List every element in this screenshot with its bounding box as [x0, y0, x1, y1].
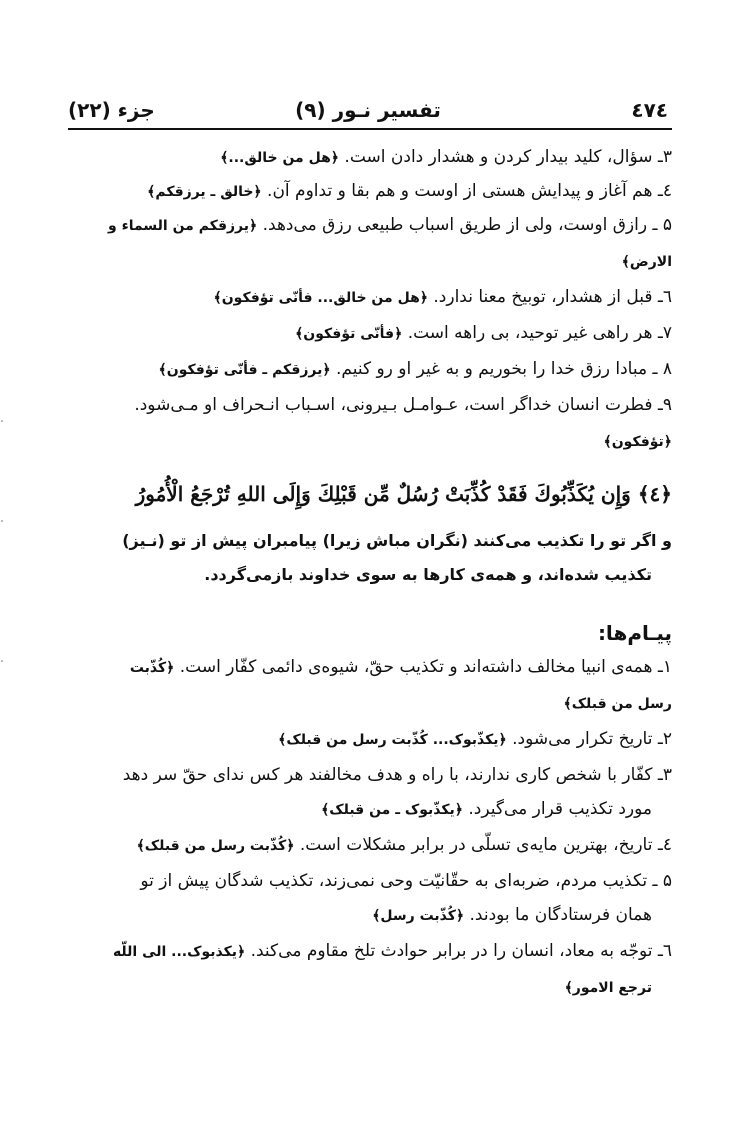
list-item: [214, 282, 672, 313]
item-text: ٤ـ هم آغاز و پیدایش هستی از اوست و هم بقا و تداوم آن.: [267, 181, 672, 201]
item-text: ۳ـ کفّار با شخص کاری ندارند، با راه و هدف مخالفند هر کس ندای حقّ سر دهد: [122, 765, 672, 785]
item-text: ۸ ـ مبادا رزق خدا را بخوریم و به غیر او رو کنیم.: [336, 359, 672, 379]
quran-quote: ﴿هل من خالق... فأنّی تؤفکون﴾: [213, 290, 428, 306]
ayah-text: وَإِن يُكَذِّبُوكَ فَقَدْ كُذِّبَتْ رُسُلٌ مِّن قَبْلِكَ وَإِلَى اللهِ تُرْجَعُ الْأُمُورُ: [135, 482, 631, 506]
quran-quote: ﴿یکذبوک... الی اللّه: [112, 944, 246, 960]
list-item: [159, 354, 672, 385]
list-item-continuation: [321, 794, 652, 825]
quran-quote: الارض﴾: [621, 254, 672, 270]
list-item: [134, 390, 672, 420]
list-item-continuation: [622, 246, 672, 277]
item-text: همان فرستادگان ما بودند.: [469, 905, 652, 925]
list-item: [108, 210, 672, 241]
scan-mark: [1, 420, 3, 422]
quran-quote: ﴿یرزقکم من السماء و: [108, 218, 258, 234]
messages-heading: پیـام‌ها:: [597, 621, 672, 645]
item-text: ٦ـ توجّه به معاد، انسان را در برابر حوادث تلخ مقاوم می‌کند.: [250, 941, 672, 961]
list-item-continuation: [604, 426, 672, 457]
quran-quote: ﴿یکذّبوک... کُذّبت رسل من قبلک﴾: [278, 732, 507, 748]
quran-quote: ﴿تؤفکون﴾: [603, 434, 672, 450]
item-text: ۱ـ همه‌ی انبیا مخالف داشته‌اند و تکذیب حقّ، شیوه‌ی دائمی کفّار است.: [179, 657, 672, 677]
item-text: ٦ـ قبل از هشدار، توبیخ معنا ندارد.: [433, 287, 672, 307]
translation-line: و اگر تو را تکذیب می‌کنند (نگران مباش زیرا) پیامبران پیش از تو (نـیز): [122, 531, 672, 550]
page-header: [68, 95, 668, 125]
item-text: ۲ـ تاریخ تکرار می‌شود.: [512, 729, 672, 749]
list-item-continuation: [372, 900, 652, 931]
list-item: [295, 318, 672, 349]
translation-line: تکذیب شده‌اند، و همه‌ی کارها به سوی خداوند بازمی‌گردد.: [204, 565, 652, 584]
list-item: [278, 724, 672, 755]
list-item: [113, 936, 672, 967]
list-item: [130, 652, 672, 683]
quran-quote: ﴿هل من خالق...﴾: [220, 150, 340, 166]
list-item: [137, 830, 672, 861]
item-text: ۵ ـ رازق اوست، ولی از طریق اسباب طبیعی رزق می‌دهد.: [262, 215, 672, 235]
quran-quote: ﴿کُذّبت رسل﴾: [372, 908, 465, 924]
list-item-continuation: [564, 688, 672, 719]
quran-quote: ﴿کُذّبت رسل من قبلک﴾: [136, 838, 295, 854]
quran-quote: رسل من قبلک﴾: [563, 696, 672, 712]
quran-quote: ﴿یکذّبوک ـ من قبلک﴾: [321, 802, 463, 818]
scan-mark: [1, 660, 3, 662]
quran-quote: ﴿کُذّبت: [129, 660, 175, 676]
item-text: ۷ـ هر راهی غیر توحید، بی راهه است.: [407, 323, 672, 343]
item-text: ۳ـ سؤال، کلید بیدار کردن و هشدار دادن است.: [344, 147, 672, 167]
list-item: [147, 176, 672, 207]
running-title: تفسیر نـور (۹): [295, 98, 441, 122]
list-item: [123, 760, 672, 790]
list-item: [140, 866, 672, 896]
scan-mark: [1, 520, 3, 522]
item-text: ۹ـ فطرت انسان خداگر است، عـوامـل بـیرونی، اسـباب انـحراف او مـی‌شود.: [134, 395, 672, 415]
quran-quote: ﴿یرزقکم ـ فأنّی تؤفکون﴾: [158, 362, 331, 378]
item-text: ٤ـ تاریخ، بهترین مایه‌ی تسلّی در برابر مشکلات است.: [299, 835, 672, 855]
ayah-number: ﴿٤﴾: [637, 482, 672, 506]
header-rule: [68, 128, 672, 130]
item-text: ۵ ـ تکذیب مردم، ضربه‌ای به حقّانیّت وحی نمی‌زند، تکذیب شدگان پیش از تو: [140, 871, 672, 891]
ayah-verse: [68, 476, 672, 512]
page-number: ٤٧٤: [631, 98, 668, 122]
list-item-continuation: [565, 972, 652, 1003]
quran-quote: ﴿خالق ـ یرزقکم﴾: [147, 184, 262, 200]
item-text: مورد تکذیب قرار می‌گیرد.: [468, 799, 652, 819]
quran-quote: ترجع الامور﴾: [564, 980, 652, 996]
juz-label: جزء (۲۲): [68, 98, 155, 122]
quran-quote: ﴿فأنّی تؤفکون﴾: [295, 326, 403, 342]
list-item: [220, 142, 672, 173]
